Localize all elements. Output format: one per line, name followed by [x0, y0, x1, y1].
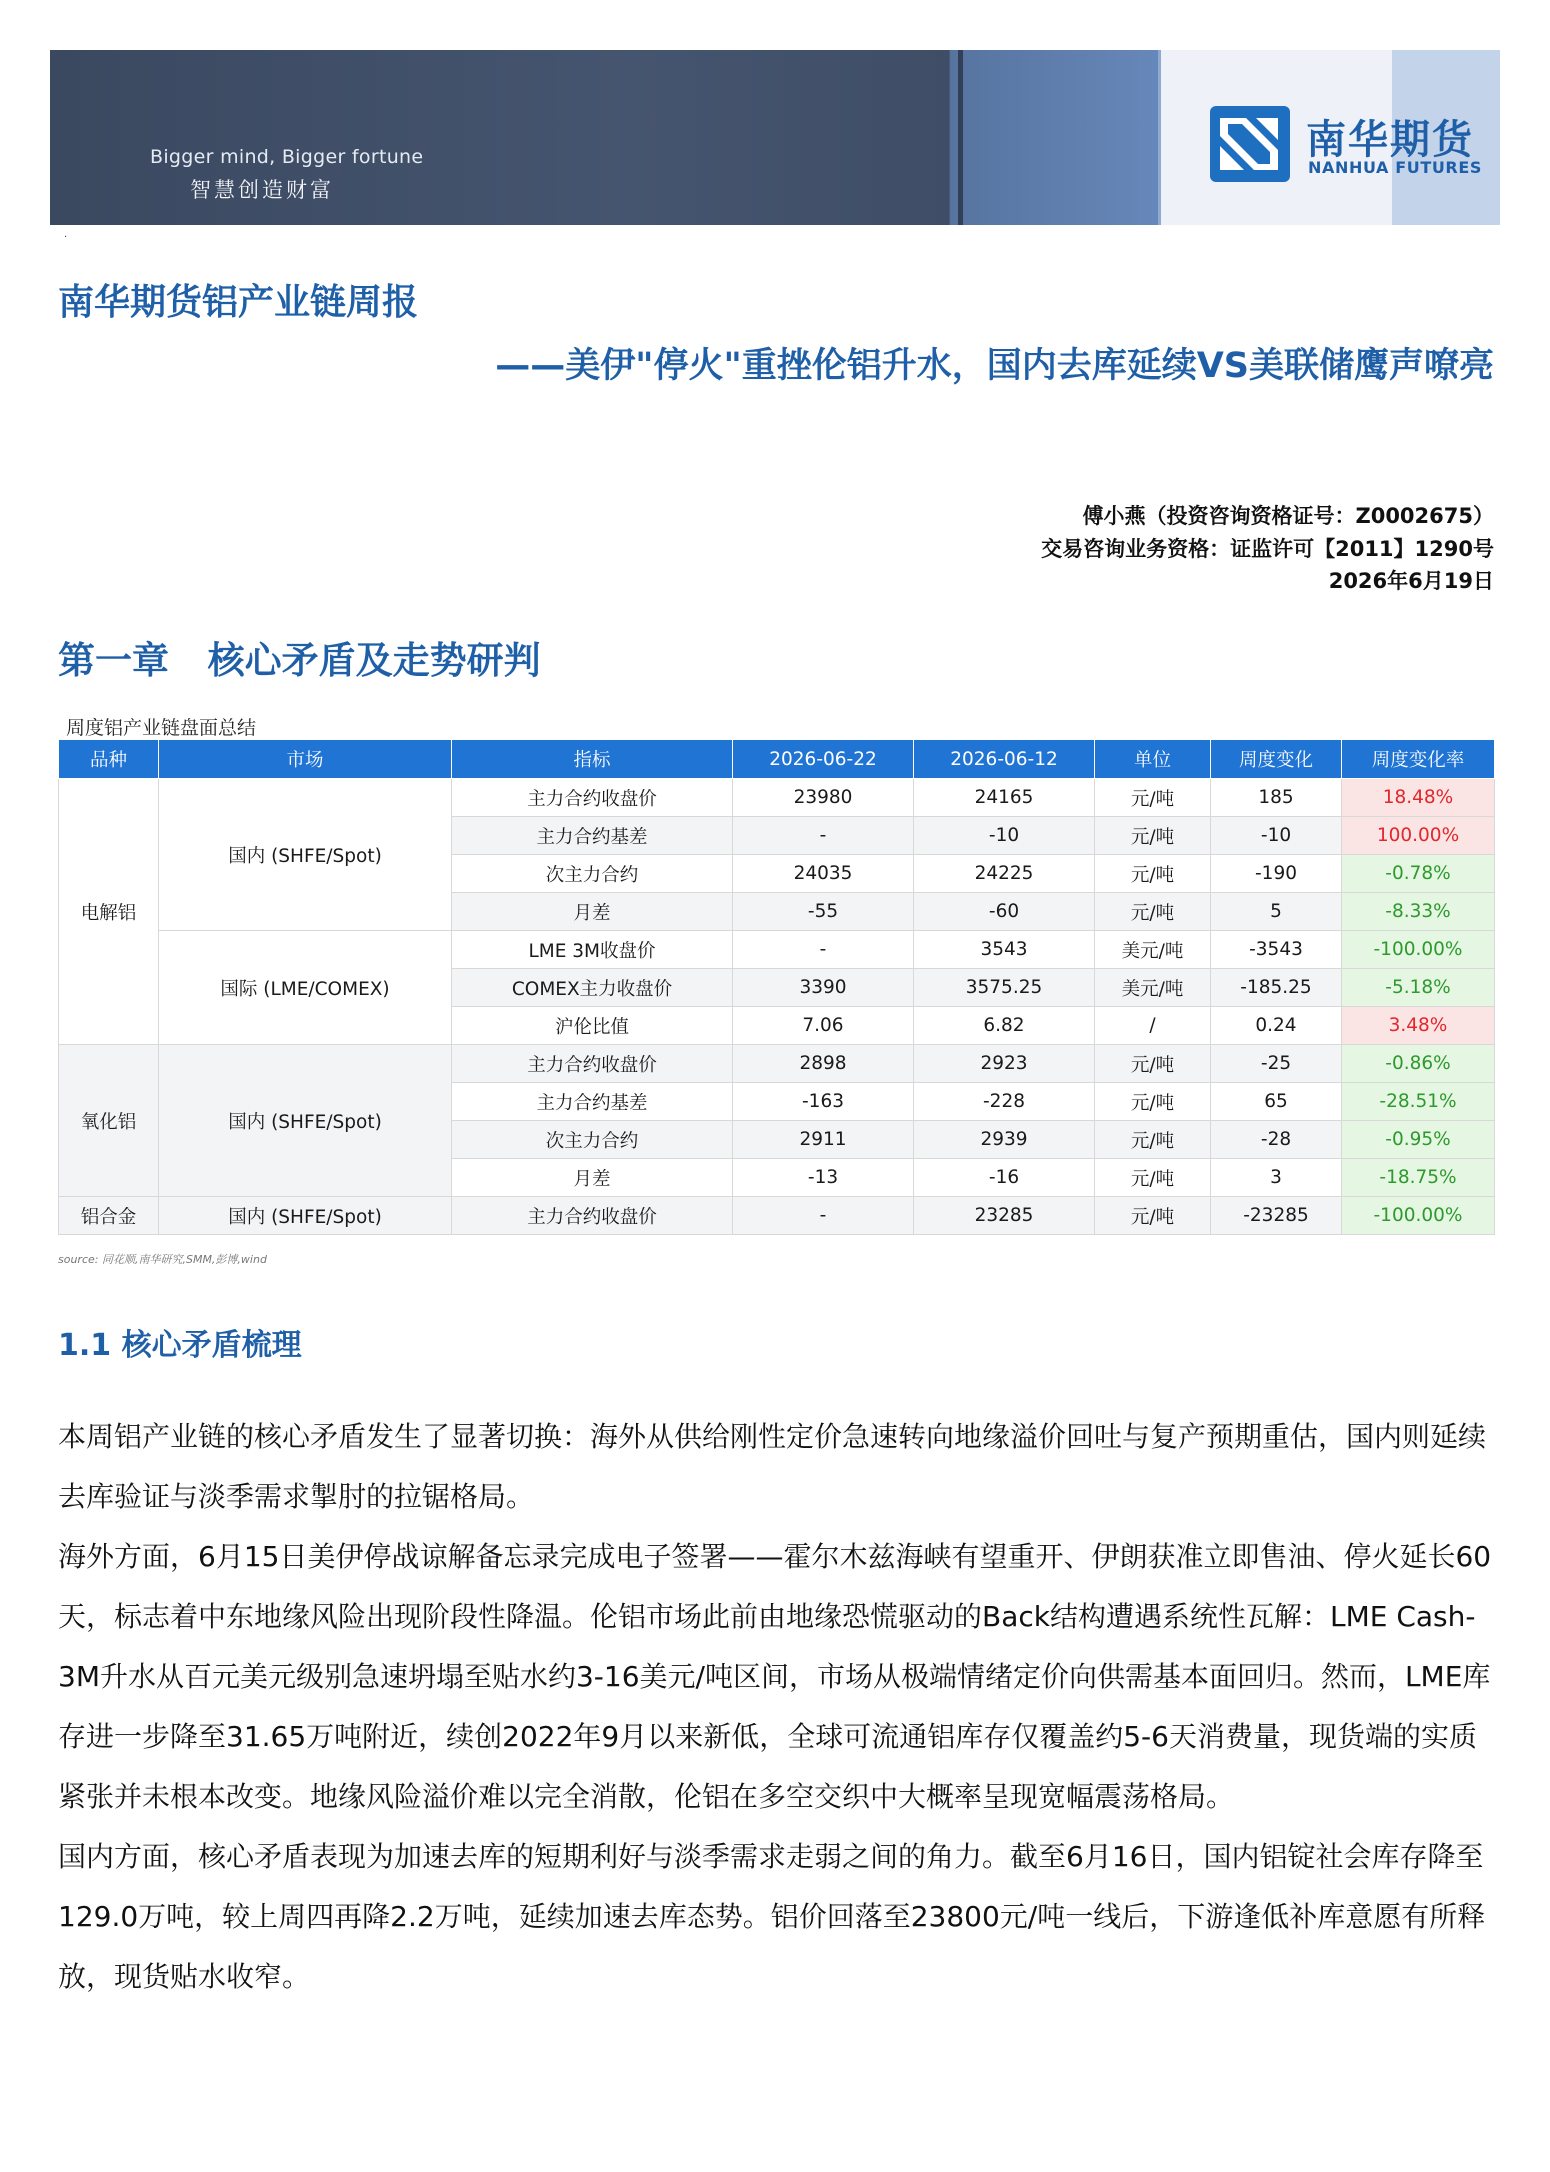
slogan-en: Bigger mind, Bigger fortune: [150, 146, 424, 168]
change-cell: -10: [1211, 817, 1342, 855]
column-header: 2026-06-22: [733, 740, 914, 779]
table-caption: 周度铝产业链盘面总结: [66, 717, 257, 739]
license-line: 交易咨询业务资格：证监许可【2011】1290号: [1041, 537, 1494, 561]
value-cell: -16: [914, 1159, 1095, 1197]
column-header: 单位: [1095, 740, 1211, 779]
unit-cell: 元/吨: [1095, 1197, 1211, 1235]
value-cell: 3543: [914, 931, 1095, 969]
value-cell: -10: [914, 817, 1095, 855]
change-rate-cell: 3.48%: [1342, 1007, 1495, 1045]
unit-cell: 元/吨: [1095, 855, 1211, 893]
summary-table: [58, 739, 1495, 1235]
column-header: 指标: [452, 740, 733, 779]
report-title: 南华期货铝产业链周报: [58, 282, 419, 323]
unit-cell: 元/吨: [1095, 1083, 1211, 1121]
value-cell: -163: [733, 1083, 914, 1121]
indicator-cell: LME 3M收盘价: [452, 931, 733, 969]
table-row: [59, 931, 1495, 969]
logo-text-en: NANHUA FUTURES: [1308, 158, 1483, 177]
indicator-cell: 主力合约基差: [452, 817, 733, 855]
market-cell: 国内 (SHFE/Spot): [159, 1045, 452, 1197]
indicator-cell: 主力合约收盘价: [452, 1197, 733, 1235]
paragraph: 海外方面，6月15日美伊停战谅解备忘录完成电子签署——霍尔木兹海峡有望重开、伊朗获准立即售油、停火延长60天，标志着中东地缘风险出现阶段性降温。伦铝市场此前由地缘恐慌驱动的Back结构遭遇系统性瓦解：LME Cash-3M升水从百元美元级别急速坍塌至贴水约3-16美元/吨区间，市场从极端情绪定价向供需基本面回归。然而，LME库存进一步降至31.65万吨附近，续创2022年9月以来新低，全球可流通铝库存仅覆盖约5-6天消费量，现货端的实质紧张并未根本改变。地缘风险溢价难以完全消散，伦铝在多空交织中大概率呈现宽幅震荡格局。: [58, 1540, 1492, 1813]
paragraph: 本周铝产业链的核心矛盾发生了显著切换：海外从供给刚性定价急速转向地缘溢价回吐与复产预期重估，国内则延续去库验证与淡季需求掣肘的拉锯格局。: [58, 1420, 1487, 1513]
indicator-cell: 沪伦比值: [452, 1007, 733, 1045]
value-cell: 3575.25: [914, 969, 1095, 1007]
report-subtitle: ——美伊"停火"重挫伦铝升水，国内去库延续VS美联储鹰声嘹亮: [495, 346, 1494, 386]
change-rate-cell: -8.33%: [1342, 893, 1495, 931]
paragraph: 国内方面，核心矛盾表现为加速去库的短期利好与淡季需求走弱之间的角力。截至6月16日，国内铝锭社会库存降至129.0万吨，较上周四再降2.2万吨，延续加速去库态势。铝价回落至23800元/吨一线后，下游逢低补库意愿有所释放，现货贴水收窄。: [58, 1840, 1486, 1993]
change-rate-cell: -0.78%: [1342, 855, 1495, 893]
change-cell: -25: [1211, 1045, 1342, 1083]
change-cell: -23285: [1211, 1197, 1342, 1235]
value-cell: -: [733, 817, 914, 855]
unit-cell: /: [1095, 1007, 1211, 1045]
market-cell: 国际 (LME/COMEX): [159, 931, 452, 1045]
value-cell: 2923: [914, 1045, 1095, 1083]
table-header-row: [59, 740, 1495, 779]
change-cell: -190: [1211, 855, 1342, 893]
column-header: 市场: [159, 740, 452, 779]
table-row: [59, 1197, 1495, 1235]
nanhua-logo-icon: [1210, 106, 1290, 182]
value-cell: 23980: [733, 779, 914, 817]
slogan-cn: 智慧创造财富: [190, 178, 334, 202]
chapter-title: 第一章 核心矛盾及走势研判: [58, 639, 541, 682]
author-line: 傅小燕（投资咨询资格证号：Z0002675）: [1082, 504, 1494, 528]
column-header: 周度变化: [1211, 740, 1342, 779]
banner-divider: [958, 50, 963, 225]
value-cell: 3390: [733, 969, 914, 1007]
unit-cell: 美元/吨: [1095, 969, 1211, 1007]
header-banner: [50, 50, 1500, 225]
indicator-cell: COMEX主力收盘价: [452, 969, 733, 1007]
change-rate-cell: 18.48%: [1342, 779, 1495, 817]
unit-cell: 元/吨: [1095, 779, 1211, 817]
report-date: 2026年6月19日: [1328, 569, 1494, 593]
change-cell: 3: [1211, 1159, 1342, 1197]
change-rate-cell: 100.00%: [1342, 817, 1495, 855]
column-header: 品种: [59, 740, 159, 779]
change-cell: 5: [1211, 893, 1342, 931]
value-cell: 2911: [733, 1121, 914, 1159]
table-source: source: 同花顺,南华研究,SMM,彭博,wind: [58, 1253, 267, 1266]
value-cell: 24225: [914, 855, 1095, 893]
change-cell: -185.25: [1211, 969, 1342, 1007]
change-rate-cell: -0.95%: [1342, 1121, 1495, 1159]
category-cell: 氧化铝: [59, 1045, 159, 1197]
value-cell: -55: [733, 893, 914, 931]
indicator-cell: 主力合约收盘价: [452, 779, 733, 817]
change-rate-cell: -28.51%: [1342, 1083, 1495, 1121]
market-cell: 国内 (SHFE/Spot): [159, 779, 452, 931]
decorative-dot: ·: [64, 232, 68, 243]
logo-text-cn: 南华期货: [1306, 117, 1474, 163]
change-rate-cell: -0.86%: [1342, 1045, 1495, 1083]
change-rate-cell: -5.18%: [1342, 969, 1495, 1007]
change-rate-cell: -100.00%: [1342, 931, 1495, 969]
change-cell: 185: [1211, 779, 1342, 817]
indicator-cell: 主力合约基差: [452, 1083, 733, 1121]
category-cell: 铝合金: [59, 1197, 159, 1235]
change-rate-cell: -18.75%: [1342, 1159, 1495, 1197]
value-cell: 6.82: [914, 1007, 1095, 1045]
indicator-cell: 次主力合约: [452, 1121, 733, 1159]
change-cell: 0.24: [1211, 1007, 1342, 1045]
unit-cell: 元/吨: [1095, 1045, 1211, 1083]
section-title: 1.1 核心矛盾梳理: [58, 1328, 302, 1363]
market-cell: 国内 (SHFE/Spot): [159, 1197, 452, 1235]
unit-cell: 元/吨: [1095, 817, 1211, 855]
unit-cell: 元/吨: [1095, 893, 1211, 931]
value-cell: 7.06: [733, 1007, 914, 1045]
indicator-cell: 月差: [452, 1159, 733, 1197]
section-body: [58, 1407, 1498, 2007]
indicator-cell: 次主力合约: [452, 855, 733, 893]
value-cell: -60: [914, 893, 1095, 931]
table-row: [59, 1045, 1495, 1083]
unit-cell: 元/吨: [1095, 1121, 1211, 1159]
value-cell: -228: [914, 1083, 1095, 1121]
column-header: 2026-06-12: [914, 740, 1095, 779]
indicator-cell: 月差: [452, 893, 733, 931]
value-cell: 2939: [914, 1121, 1095, 1159]
change-cell: -28: [1211, 1121, 1342, 1159]
change-cell: 65: [1211, 1083, 1342, 1121]
unit-cell: 美元/吨: [1095, 931, 1211, 969]
unit-cell: 元/吨: [1095, 1159, 1211, 1197]
value-cell: 2898: [733, 1045, 914, 1083]
category-cell: 电解铝: [59, 779, 159, 1045]
value-cell: 24035: [733, 855, 914, 893]
value-cell: -: [733, 931, 914, 969]
value-cell: 24165: [914, 779, 1095, 817]
value-cell: -: [733, 1197, 914, 1235]
column-header: 周度变化率: [1342, 740, 1495, 779]
change-rate-cell: -100.00%: [1342, 1197, 1495, 1235]
indicator-cell: 主力合约收盘价: [452, 1045, 733, 1083]
value-cell: -13: [733, 1159, 914, 1197]
table-row: [59, 779, 1495, 817]
value-cell: 23285: [914, 1197, 1095, 1235]
change-cell: -3543: [1211, 931, 1342, 969]
